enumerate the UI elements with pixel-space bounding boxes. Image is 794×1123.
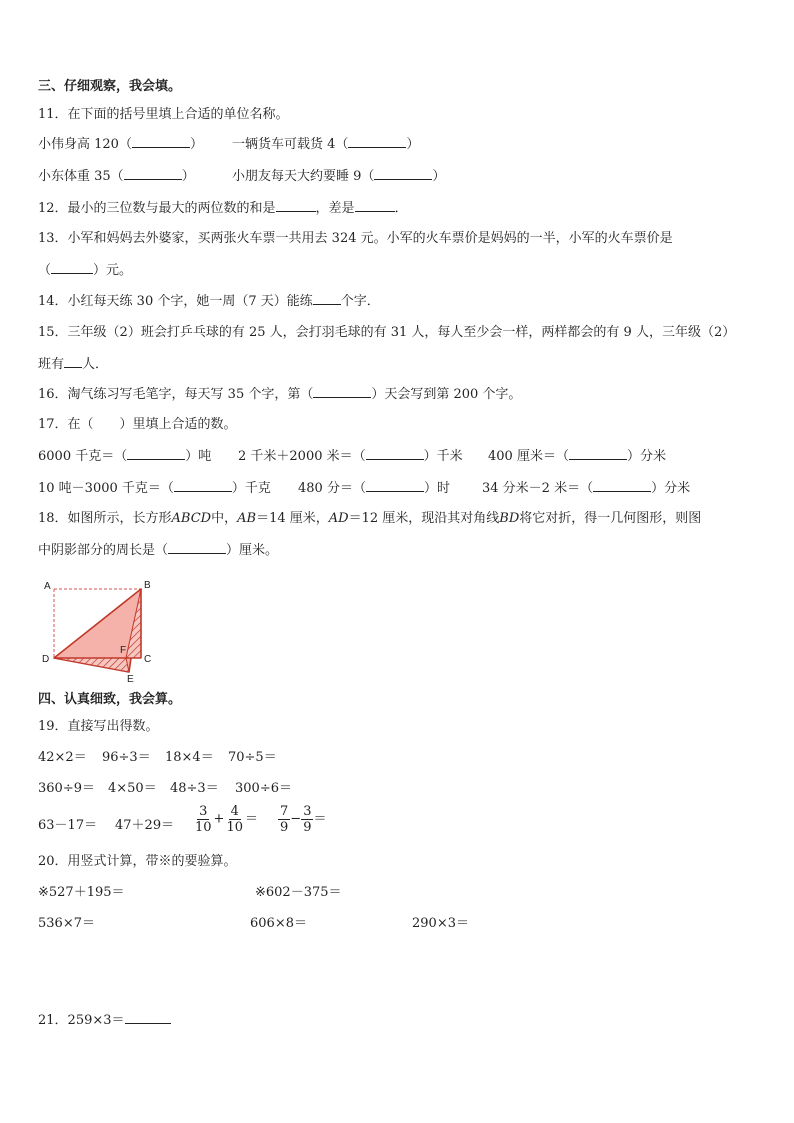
q17-r1b: 2 千米＋2000 米＝（ ）千米 xyxy=(238,449,463,464)
answer-blank[interactable] xyxy=(593,479,651,492)
q11-stem: 11．在下面的括号里填上合适的单位名称。 xyxy=(38,107,289,122)
label-e: E xyxy=(127,674,134,682)
answer-blank[interactable] xyxy=(355,199,395,212)
calc-item: 300÷6＝ xyxy=(235,781,292,796)
label-a: A xyxy=(44,581,51,592)
q18-line2: 中阴影部分的周长是（ ）厘米。 xyxy=(38,543,279,558)
answer-blank[interactable] xyxy=(174,479,232,492)
calc-item: 4×50＝ xyxy=(108,781,157,796)
q18-line1: 18．如图所示，长方形ABCD中，AB＝14 厘米，AD＝12 厘米，现沿其对角线BD将它对折，得一几何图形，则图 xyxy=(38,511,702,526)
calc-item: 63－17＝ xyxy=(38,818,98,833)
answer-blank[interactable] xyxy=(125,1011,171,1024)
q11-item-a: 小伟身高 120（ ） xyxy=(38,137,203,152)
label-f: F xyxy=(120,645,127,656)
q17-r2b: 480 分＝（ ）时 xyxy=(298,481,450,496)
q20-stem: 20．用竖式计算，带※的要验算。 xyxy=(38,854,237,869)
q12: 12．最小的三位数与最大的两位数的和是 ，差是 ． xyxy=(38,201,408,216)
calc-item: ※602－375＝ xyxy=(255,885,342,900)
q15-line2: 班有 人． xyxy=(38,357,109,372)
label-d: D xyxy=(42,654,50,665)
fraction: $\frac{3}{10}$ xyxy=(195,804,212,835)
section-3-title: 三、仔细观察，我会填。 xyxy=(38,79,182,94)
q17-r1c: 400 厘米＝（ ）分米 xyxy=(488,449,666,464)
q17-r2c: 34 分米－2 米＝（ ）分米 xyxy=(482,481,691,496)
answer-blank[interactable] xyxy=(276,199,316,212)
q17-r2a: 10 吨－3000 千克＝（ ）千克 xyxy=(38,481,271,496)
q21: 21．259×3＝ xyxy=(38,1011,171,1030)
q18-figure xyxy=(38,576,168,682)
answer-blank[interactable] xyxy=(569,447,627,460)
answer-blank[interactable] xyxy=(64,355,82,368)
calc-item: 47＋29＝ xyxy=(115,818,175,833)
answer-blank[interactable] xyxy=(132,135,190,148)
label-b: B xyxy=(144,580,151,591)
q17-stem: 17．在（ ）里填上合适的数。 xyxy=(38,417,237,432)
answer-blank[interactable] xyxy=(366,479,424,492)
fraction: $\frac{3}{9}$ xyxy=(303,804,312,835)
q13-line1: 13．小军和妈妈去外婆家，买两张火车票一共用去 324 元。小军的火车票价是妈妈的一半，小军的火车票价是 xyxy=(38,231,673,246)
answer-blank[interactable] xyxy=(374,167,432,180)
q13-line2: （ ）元。 xyxy=(38,263,133,278)
q11-item-c: 小东体重 35（ ） xyxy=(38,169,195,184)
q19-stem: 19．直接写出得数。 xyxy=(38,719,159,734)
calc-item: 360÷9＝ xyxy=(38,781,95,796)
q14: 14．小红每天练 30 个字，她一周（7 天）能练 个字． xyxy=(38,294,380,309)
answer-blank[interactable] xyxy=(366,447,424,460)
calc-item: 606×8＝ xyxy=(250,916,307,931)
answer-blank[interactable] xyxy=(124,167,182,180)
answer-blank[interactable] xyxy=(168,541,226,554)
answer-blank[interactable] xyxy=(127,447,185,460)
calc-item: 70÷5＝ xyxy=(228,750,277,765)
q15-line1: 15．三年级（2）班会打乒乓球的有 25 人，会打羽毛球的有 31 人，每人至少会一样，两样都会的有 9 人，三年级（2） xyxy=(38,325,736,340)
fraction-expression-1: $\frac{3}{10}$ + $\frac{4}{10}$ ＝ xyxy=(195,804,259,835)
answer-blank[interactable] xyxy=(51,261,93,274)
calc-item: ※527＋195＝ xyxy=(38,885,125,900)
q17-r1a: 6000 千克＝（ ）吨 xyxy=(38,449,212,464)
calc-item: 290×3＝ xyxy=(412,916,469,931)
calc-item: 18×4＝ xyxy=(165,750,214,765)
shaded-region-bottom xyxy=(54,658,129,672)
answer-blank[interactable] xyxy=(313,292,341,305)
calc-item: 536×7＝ xyxy=(38,916,95,931)
fraction-expression-2: $\frac{7}{9}$ − $\frac{3}{9}$ ＝ xyxy=(280,804,327,835)
answer-blank[interactable] xyxy=(348,135,406,148)
section-4-title: 四、认真细致，我会算。 xyxy=(38,692,182,707)
q11-item-d: 小朋友每天大约要睡 9（ ） xyxy=(232,169,446,184)
calc-item: 96÷3＝ xyxy=(102,750,151,765)
q16: 16．淘气练习写毛笔字，每天写 35 个字，第（ ）天会写到第 200 个字。 xyxy=(38,387,522,402)
answer-blank[interactable] xyxy=(313,385,371,398)
label-c: C xyxy=(144,654,152,665)
calc-item: 42×2＝ xyxy=(38,750,87,765)
fraction: $\frac{4}{10}$ xyxy=(226,804,243,835)
fraction: $\frac{7}{9}$ xyxy=(280,804,289,835)
q11-item-b: 一辆货车可载货 4（ ） xyxy=(232,137,420,152)
calc-item: 48÷3＝ xyxy=(170,781,219,796)
